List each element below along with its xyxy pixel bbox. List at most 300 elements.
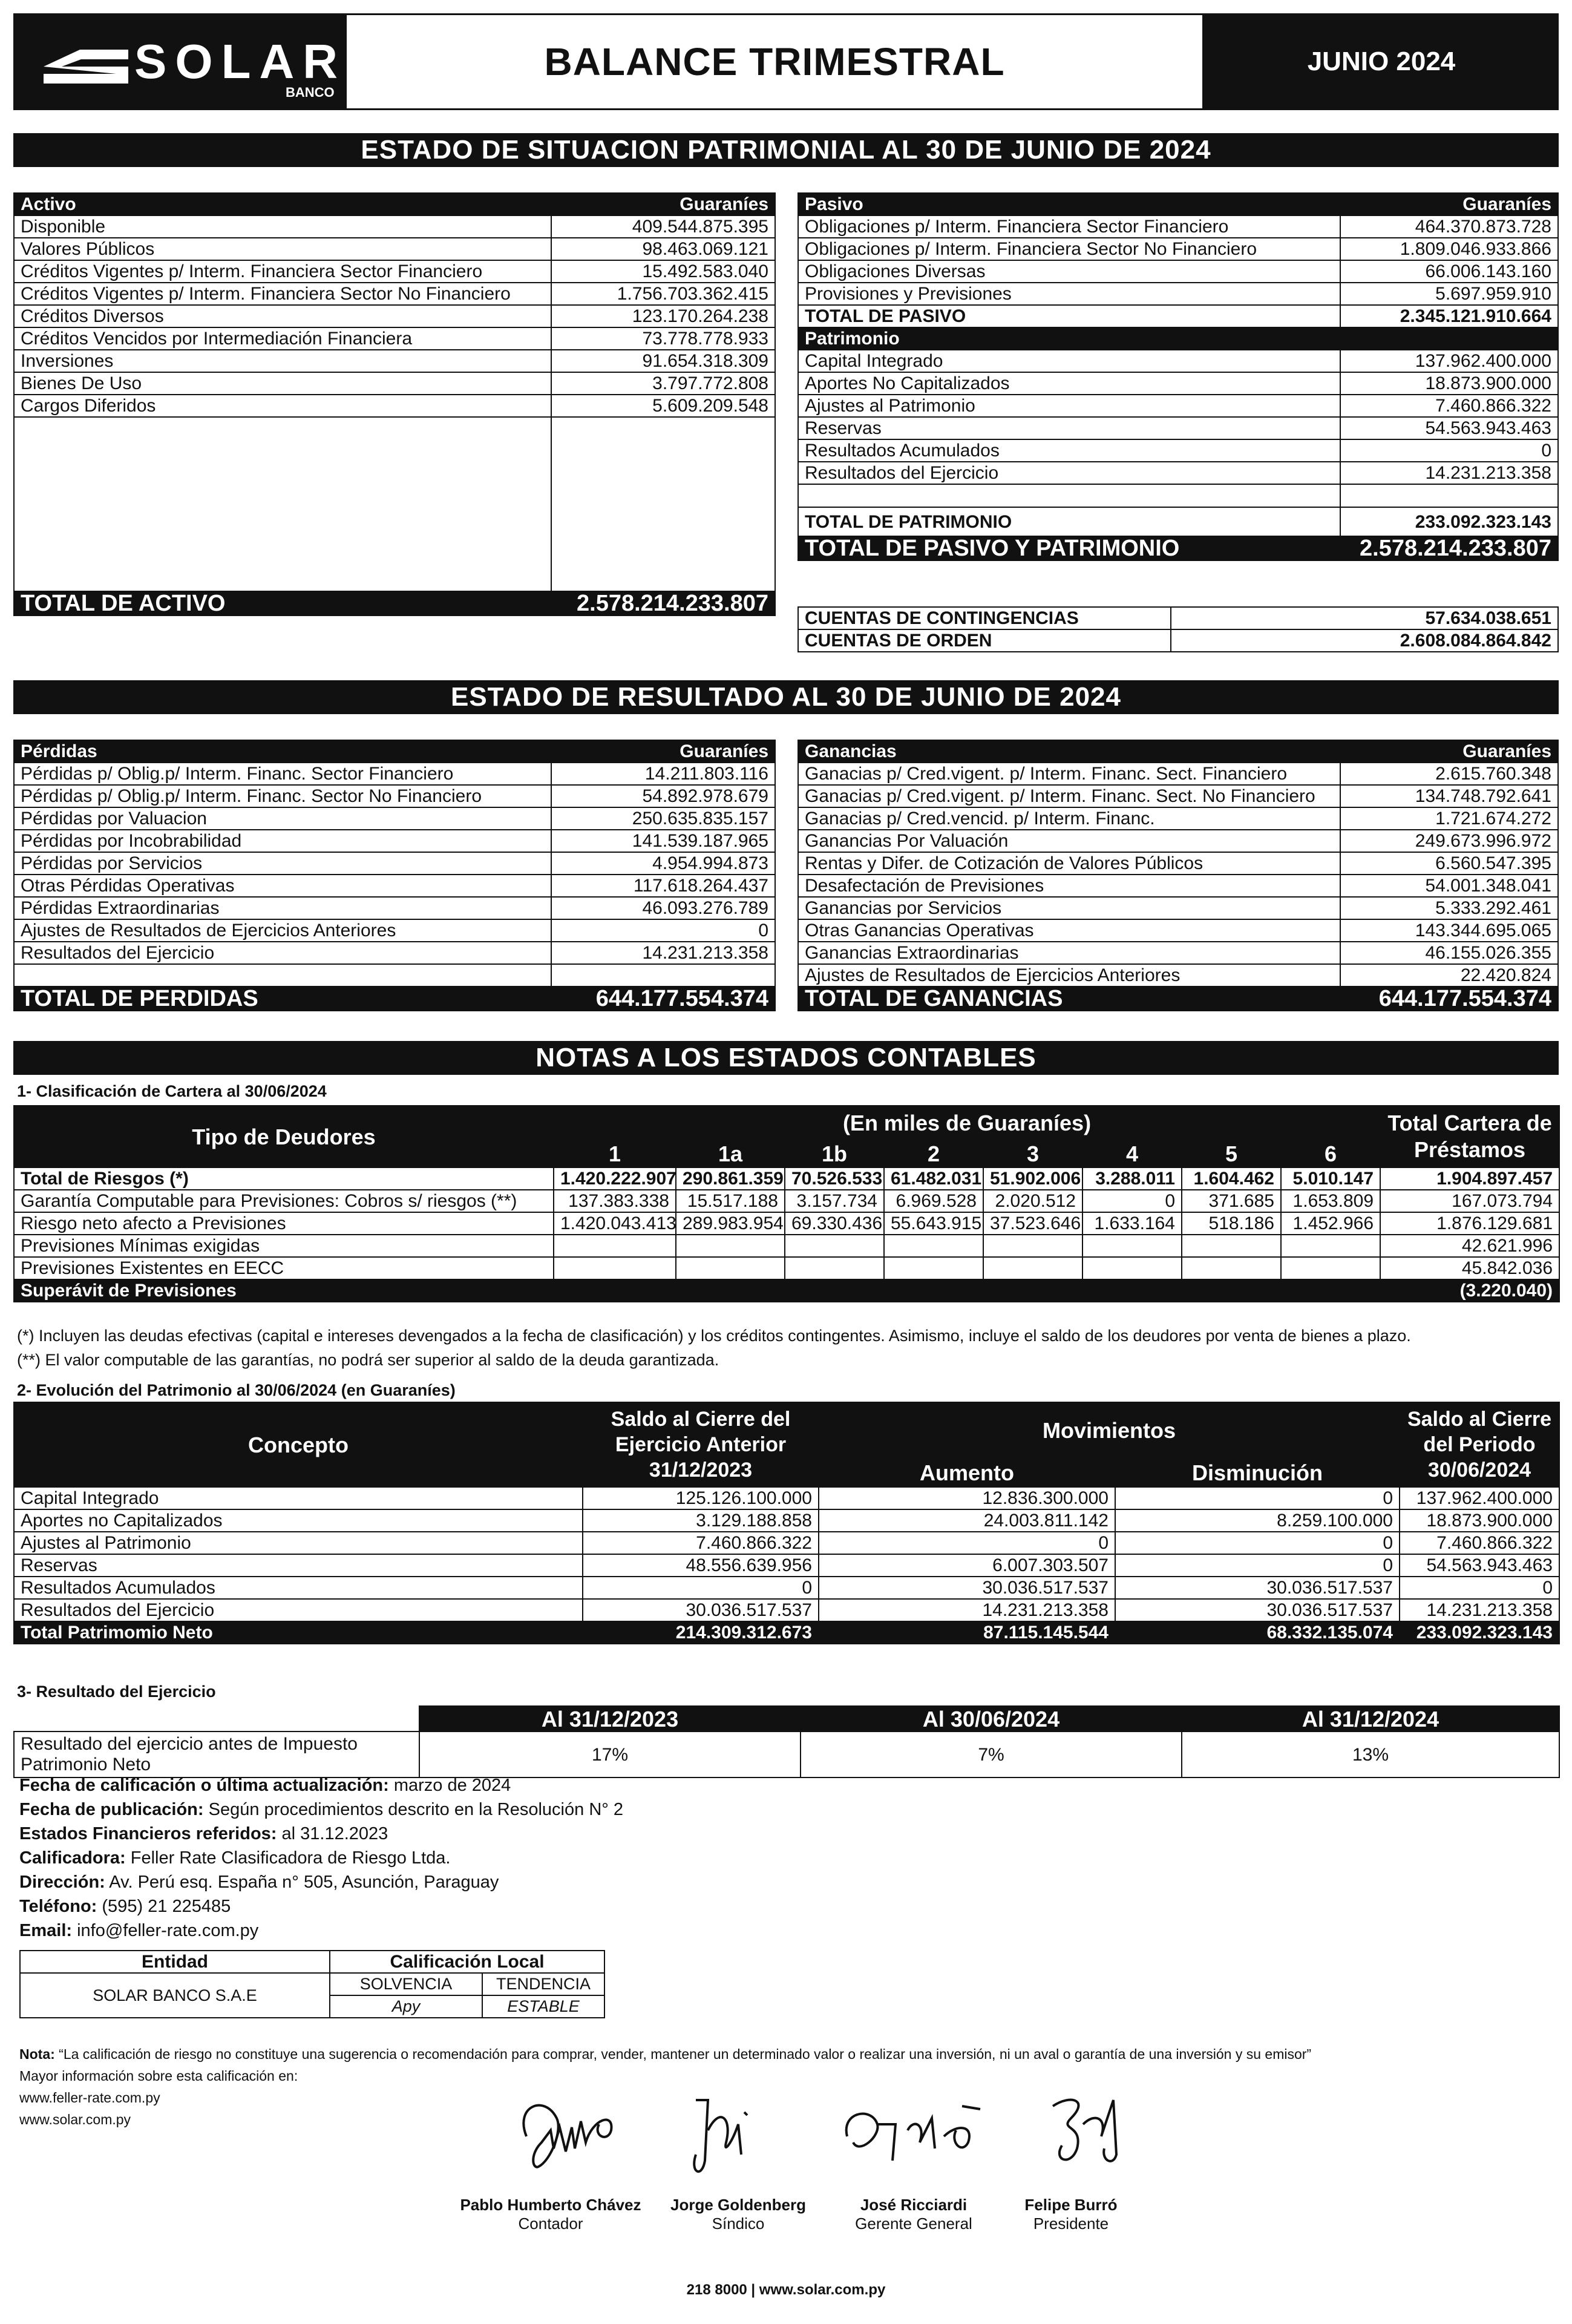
cartera-cell: 69.330.436 — [785, 1212, 884, 1235]
evo-row — [14, 1599, 1559, 1621]
activo-label: Créditos Vencidos por Intermediación Financiera — [14, 327, 551, 350]
web-link-feller[interactable]: www.feller-rate.com.py — [19, 2090, 160, 2106]
evo-cell: 137.962.400.000 — [1400, 1487, 1559, 1509]
patrimonio-value: 14.231.213.358 — [1340, 462, 1558, 484]
perdidas-label: Pérdidas p/ Oblig.p/ Interm. Financ. Sector No Financiero — [14, 785, 551, 807]
signature-chavez — [508, 2094, 623, 2185]
superavit-label: Superávit de Previsiones — [14, 1279, 1380, 1302]
pasivo-col-heading: Guaraníes — [1340, 193, 1558, 215]
ganancias-value: 5.333.292.461 — [1340, 897, 1558, 919]
web-link-solar[interactable]: www.solar.com.py — [19, 2112, 131, 2127]
total-ganancias-label: TOTAL DE GANANCIAS — [798, 986, 1340, 1011]
cuentas-table — [797, 606, 1559, 652]
patrimonio-evolucion-table — [13, 1402, 1559, 1644]
nota-text: “La calificación de riesgo no constituye una sugerencia o recomendación para comprar, vender, mantener un determinado valor o realizar una inversión, ni un aval o garantía de una inversión y su emisor” — [54, 2046, 1312, 2062]
ganancias-label: Rentas y Difer. de Cotización de Valores Públicos — [798, 852, 1340, 875]
ganancias-value: 46.155.026.355 — [1340, 942, 1558, 964]
calif-value: info@feller-rate.com.py — [72, 1921, 259, 1940]
evo-cell: 30.036.517.537 — [1115, 1599, 1400, 1621]
nota1-footnote-1: (*) Incluyen las deudas efectivas (capital e intereses devengados a la fecha de clasificación) y los créditos contingentes. Asimismo, incluye el saldo de los deudores por venta de bienes a plazo. — [17, 1327, 1411, 1345]
perdidas-value: 250.635.835.157 — [551, 807, 775, 830]
cartera-cell — [676, 1235, 785, 1257]
firma-role: Gerente General — [855, 2214, 972, 2233]
patrimonio-heading: Patrimonio — [798, 327, 1558, 350]
activo-label: Bienes De Uso — [14, 372, 551, 395]
evo-cell: 0 — [1115, 1554, 1400, 1577]
evo-row-label: Resultados del Ejercicio — [14, 1599, 583, 1621]
perdidas-value: 54.892.978.679 — [551, 785, 775, 807]
total-activo-label: TOTAL DE ACTIVO — [14, 591, 551, 615]
cartera-cell: 55.643.915 — [884, 1212, 983, 1235]
perdidas-label: Pérdidas p/ Oblig.p/ Interm. Financ. Sector Financiero — [14, 763, 551, 785]
cartera-cell: 1.452.966 — [1281, 1212, 1380, 1235]
cartera-cat: 1b — [785, 1140, 884, 1167]
pasivo-value: 1.809.046.933.866 — [1340, 238, 1558, 260]
evo-row-label: Ajustes al Patrimonio — [14, 1532, 583, 1554]
perdidas-label: Pérdidas Extraordinarias — [14, 897, 551, 919]
cuentas-value: 57.634.038.651 — [1171, 607, 1558, 629]
perdidas-value: 0 — [551, 919, 775, 942]
cartera-row — [14, 1257, 1559, 1279]
activo-value: 15.492.583.040 — [551, 260, 775, 283]
signature-burro — [1029, 2088, 1132, 2179]
ganancias-value: 2.615.760.348 — [1340, 763, 1558, 785]
evo-row — [14, 1487, 1559, 1509]
ganancias-label: Ganacias p/ Cred.vigent. p/ Interm. Financ. Sect. No Financiero — [798, 785, 1340, 807]
evo-cell: 24.003.811.142 — [819, 1509, 1115, 1532]
activo-label: Inversiones — [14, 350, 551, 372]
calif-value: Av. Perú esq. España n° 505, Asunción, Paraguay — [105, 1873, 499, 1892]
calif-entidad-heading: Entidad — [20, 1951, 330, 1973]
evo-cell: 7.460.866.322 — [1400, 1532, 1559, 1554]
evo-cell: 18.873.900.000 — [1400, 1509, 1559, 1532]
cartera-cell: 2.020.512 — [983, 1190, 1082, 1212]
n3-value: 17% — [419, 1732, 801, 1777]
evo-total-cell: 214.309.312.673 — [583, 1621, 819, 1644]
ganancias-heading: Ganancias — [798, 740, 1340, 763]
cartera-row — [14, 1235, 1559, 1257]
cartera-cat: 5 — [1182, 1140, 1281, 1167]
activo-filler — [14, 417, 551, 591]
firma-block — [980, 2196, 1162, 2233]
perdidas-value: 4.954.994.873 — [551, 852, 775, 875]
evo-cell: 14.231.213.358 — [1400, 1599, 1559, 1621]
ganancias-value: 22.420.824 — [1340, 964, 1558, 986]
header-title-box — [345, 13, 1204, 110]
patrimonio-label: Resultados del Ejercicio — [798, 462, 1340, 484]
total-perdidas-label: TOTAL DE PERDIDAS — [14, 986, 551, 1011]
ganancias-col-heading: Guaraníes — [1340, 740, 1558, 763]
calif-line — [19, 1822, 623, 1846]
evo-mov-heading: Movimientos — [819, 1402, 1400, 1458]
firma-role: Contador — [518, 2214, 583, 2233]
calif-value: marzo de 2024 — [388, 1776, 511, 1795]
evo-row-label: Reservas — [14, 1554, 583, 1577]
activo-value: 98.463.069.121 — [551, 238, 775, 260]
activo-heading: Activo — [14, 193, 551, 215]
evo-cell: 8.259.100.000 — [1115, 1509, 1400, 1532]
firma-name: Jorge Goldenberg — [670, 2196, 806, 2214]
evo-total-cell: 68.332.135.074 — [1115, 1621, 1400, 1644]
cartera-cat: 4 — [1082, 1140, 1182, 1167]
patrimonio-value: 54.563.943.463 — [1340, 417, 1558, 439]
pasivo-label: Provisiones y Previsiones — [798, 283, 1340, 305]
evo-cell: 30.036.517.537 — [819, 1577, 1115, 1599]
calif-key: Calificadora: — [19, 1848, 126, 1868]
activo-value: 73.778.778.933 — [551, 327, 775, 350]
ganancias-label: Ganancias por Servicios — [798, 897, 1340, 919]
calif-tendencia-heading: TENDENCIA — [482, 1973, 604, 1995]
cartera-cell: 61.482.031 — [884, 1167, 983, 1190]
calif-line — [19, 1894, 623, 1919]
logo-subtext: BANCO — [286, 85, 335, 100]
perdidas-heading: Pérdidas — [14, 740, 551, 763]
activo-label: Disponible — [14, 215, 551, 238]
ganancias-label: Ajustes de Resultados de Ejercicios Anteriores — [798, 964, 1340, 986]
cartera-cell — [785, 1257, 884, 1279]
calif-key: Dirección: — [19, 1873, 105, 1892]
firma-name: Pablo Humberto Chávez — [460, 2196, 641, 2214]
evo-cell: 48.556.639.956 — [583, 1554, 819, 1577]
ganancias-value: 249.673.996.972 — [1340, 830, 1558, 852]
activo-value: 123.170.264.238 — [551, 305, 775, 327]
mayor-info: Mayor información sobre esta calificación en: — [19, 2068, 298, 2084]
perdidas-label: Otras Pérdidas Operativas — [14, 875, 551, 897]
cartera-cell: 1.604.462 — [1182, 1167, 1281, 1190]
cartera-row-label: Garantía Computable para Previsiones: Cobros s/ riesgos (**) — [14, 1190, 554, 1212]
cartera-cell — [884, 1235, 983, 1257]
cartera-row — [14, 1167, 1559, 1190]
evo-row-label: Aportes no Capitalizados — [14, 1509, 583, 1532]
evo-disminucion-heading: Disminución — [1115, 1458, 1400, 1487]
footer-contact: 218 8000 | www.solar.com.py — [686, 2282, 886, 2298]
calif-key: Fecha de calificación o última actualización: — [19, 1776, 389, 1795]
cartera-row-label: Total de Riesgos (*) — [14, 1167, 554, 1190]
page-title: BALANCE TRIMESTRAL — [544, 40, 1005, 84]
cartera-cell: 45.842.036 — [1380, 1257, 1559, 1279]
perdidas-table — [13, 740, 776, 1011]
evo-row — [14, 1554, 1559, 1577]
activo-value: 91.654.318.309 — [551, 350, 775, 372]
evo-cell: 14.231.213.358 — [819, 1599, 1115, 1621]
activo-col-heading: Guaraníes — [551, 193, 775, 215]
calif-entidad-name: SOLAR BANCO S.A.E — [20, 1973, 330, 2018]
cartera-cell: 6.969.528 — [884, 1190, 983, 1212]
evo-cell: 6.007.303.507 — [819, 1554, 1115, 1577]
patrimonio-value: 137.962.400.000 — [1340, 350, 1558, 372]
cartera-cell: 1.876.129.681 — [1380, 1212, 1559, 1235]
perdidas-col-heading: Guaraníes — [551, 740, 775, 763]
n3-heading: Al 30/06/2024 — [801, 1706, 1182, 1732]
cuentas-value: 2.608.084.864.842 — [1171, 629, 1558, 652]
perdidas-value: 117.618.264.437 — [551, 875, 775, 897]
calif-key: Email: — [19, 1921, 73, 1940]
calif-value: Feller Rate Clasificadora de Riesgo Ltda. — [125, 1848, 451, 1868]
evo-cell: 0 — [819, 1532, 1115, 1554]
cartera-cell: 51.902.006 — [983, 1167, 1082, 1190]
total-pp-value: 2.578.214.233.807 — [1340, 536, 1558, 560]
calif-local-heading: Calificación Local — [330, 1951, 604, 1973]
ganancias-label: Ganacias p/ Cred.vigent. p/ Interm. Financ. Sect. Financiero — [798, 763, 1340, 785]
cartera-cell: 290.861.359 — [676, 1167, 785, 1190]
perdidas-label: Pérdidas por Incobrabilidad — [14, 830, 551, 852]
cartera-row — [14, 1190, 1559, 1212]
cartera-cell — [983, 1235, 1082, 1257]
cartera-cat: 2 — [884, 1140, 983, 1167]
cartera-cell: 1.904.897.457 — [1380, 1167, 1559, 1190]
header-logo-box — [13, 13, 345, 110]
section-title-resultado: ESTADO DE RESULTADO AL 30 DE JUNIO DE 2024 — [13, 680, 1559, 714]
nota1-title: 1- Clasificación de Cartera al 30/06/2024 — [17, 1082, 327, 1100]
total-patrimonio-label: TOTAL DE PATRIMONIO — [798, 507, 1340, 536]
cartera-cell: 371.685 — [1182, 1190, 1281, 1212]
cartera-tipo-heading: Tipo de Deudores — [14, 1106, 554, 1167]
nota3-title: 3- Resultado del Ejercicio — [17, 1682, 216, 1701]
cartera-cell — [1182, 1257, 1281, 1279]
cartera-cell: 289.983.954 — [676, 1212, 785, 1235]
pasivo-label: Obligaciones Diversas — [798, 260, 1340, 283]
cartera-cell — [1182, 1235, 1281, 1257]
cartera-cell: 42.621.996 — [1380, 1235, 1559, 1257]
calif-key: Fecha de publicación: — [19, 1800, 204, 1819]
cartera-miles-heading: (En miles de Guaraníes) — [554, 1106, 1380, 1140]
nota-label: Nota: — [19, 2046, 55, 2062]
pasivo-heading: Pasivo — [798, 193, 1340, 215]
evo-concepto-heading: Concepto — [14, 1402, 583, 1487]
cartera-cell — [983, 1257, 1082, 1279]
cuentas-label: CUENTAS DE ORDEN — [798, 629, 1171, 652]
cartera-cell: 3.288.011 — [1082, 1167, 1182, 1190]
cartera-cat: 6 — [1281, 1140, 1380, 1167]
activo-label: Créditos Vigentes p/ Interm. Financiera Sector Financiero — [14, 260, 551, 283]
evo-cell: 3.129.188.858 — [583, 1509, 819, 1532]
calif-solvencia-value: Apy — [330, 1995, 482, 2018]
calificacion-info — [19, 1773, 623, 1943]
evo-total-cell: 233.092.323.143 — [1400, 1621, 1559, 1644]
solar-logo — [38, 42, 134, 91]
patrimonio-filler — [1340, 484, 1558, 507]
cartera-cell — [554, 1235, 676, 1257]
cartera-table — [13, 1105, 1559, 1302]
ganancias-table — [797, 740, 1559, 1011]
ganancias-value: 134.748.792.641 — [1340, 785, 1558, 807]
cartera-total-heading: Total Cartera de Préstamos — [1380, 1106, 1559, 1167]
cartera-cell: 518.186 — [1182, 1212, 1281, 1235]
evo-row — [14, 1532, 1559, 1554]
superavit-value: (3.220.040) — [1380, 1279, 1559, 1302]
cartera-row-label: Previsiones Existentes en EECC — [14, 1257, 554, 1279]
activo-value: 5.609.209.548 — [551, 395, 775, 417]
total-pasivo-value: 2.345.121.910.664 — [1340, 305, 1558, 327]
evo-cell: 0 — [1400, 1577, 1559, 1599]
calif-key: Teléfono: — [19, 1897, 97, 1916]
n3-value: 13% — [1182, 1732, 1559, 1777]
activo-label: Valores Públicos — [14, 238, 551, 260]
cartera-cell — [1082, 1235, 1182, 1257]
calif-line — [19, 1846, 623, 1870]
n3-heading: Al 31/12/2023 — [419, 1706, 801, 1732]
perdidas-value: 46.093.276.789 — [551, 897, 775, 919]
evo-cell: 54.563.943.463 — [1400, 1554, 1559, 1577]
calif-key: Estados Financieros referidos: — [19, 1824, 277, 1843]
patrimonio-label: Ajustes al Patrimonio — [798, 395, 1340, 417]
ganancias-label: Ganancias Por Valuación — [798, 830, 1340, 852]
evo-cell: 30.036.517.537 — [1115, 1577, 1400, 1599]
signature-ricciardi — [835, 2100, 992, 2173]
perdidas-value: 141.539.187.965 — [551, 830, 775, 852]
perdidas-value: 14.211.803.116 — [551, 763, 775, 785]
firma-role: Síndico — [712, 2214, 765, 2233]
perdidas-value: 14.231.213.358 — [551, 942, 775, 964]
evo-cell: 12.836.300.000 — [819, 1487, 1115, 1509]
cartera-cell — [676, 1257, 785, 1279]
calif-solvencia-heading: SOLVENCIA — [330, 1973, 482, 1995]
patrimonio-label: Capital Integrado — [798, 350, 1340, 372]
pasivo-table — [797, 192, 1559, 561]
perdidas-filler — [551, 964, 775, 986]
cartera-cell: 3.157.734 — [785, 1190, 884, 1212]
pasivo-value: 66.006.143.160 — [1340, 260, 1558, 283]
resultado-ejercicio-table — [13, 1705, 1559, 1778]
ganancias-value: 143.344.695.065 — [1340, 919, 1558, 942]
evo-total-cell: 87.115.145.544 — [819, 1621, 1115, 1644]
n3-empty-head — [14, 1706, 419, 1732]
patrimonio-value: 7.460.866.322 — [1340, 395, 1558, 417]
evo-cell: 30.036.517.537 — [583, 1599, 819, 1621]
ganancias-label: Ganacias p/ Cred.vencid. p/ Interm. Financ. — [798, 807, 1340, 830]
n3-heading: Al 31/12/2024 — [1182, 1706, 1559, 1732]
firma-block — [460, 2196, 641, 2233]
evo-row-label: Capital Integrado — [14, 1487, 583, 1509]
calificacion-table — [19, 1950, 604, 2018]
total-pp-label: TOTAL DE PASIVO Y PATRIMONIO — [798, 536, 1340, 560]
report-date: JUNIO 2024 — [1307, 47, 1456, 76]
cartera-cell — [1281, 1257, 1380, 1279]
cartera-cell — [884, 1257, 983, 1279]
perdidas-label: Pérdidas por Valuacion — [14, 807, 551, 830]
calif-value: Según procedimientos descrito en la Resolución N° 2 — [203, 1800, 624, 1819]
pasivo-value: 5.697.959.910 — [1340, 283, 1558, 305]
total-patrimonio-value: 233.092.323.143 — [1340, 507, 1558, 536]
cartera-cell — [1082, 1257, 1182, 1279]
pasivo-label: Obligaciones p/ Interm. Financiera Sector No Financiero — [798, 238, 1340, 260]
cartera-row — [14, 1212, 1559, 1235]
cartera-cell: 137.383.338 — [554, 1190, 676, 1212]
activo-value: 409.544.875.395 — [551, 215, 775, 238]
activo-label: Cargos Diferidos — [14, 395, 551, 417]
evo-total-label: Total Patrimomio Neto — [14, 1621, 583, 1644]
patrimonio-filler — [798, 484, 1340, 507]
cartera-cell: 0 — [1082, 1190, 1182, 1212]
perdidas-label: Pérdidas por Servicios — [14, 852, 551, 875]
ganancias-value: 1.721.674.272 — [1340, 807, 1558, 830]
calif-line — [19, 1870, 623, 1894]
patrimonio-value: 0 — [1340, 439, 1558, 462]
calif-line — [19, 1797, 623, 1822]
n3-value: 7% — [801, 1732, 1182, 1777]
evo-row-label: Resultados Acumulados — [14, 1577, 583, 1599]
cartera-cell: 5.010.147 — [1281, 1167, 1380, 1190]
cartera-cat: 1a — [676, 1140, 785, 1167]
header-date-box — [1204, 13, 1559, 110]
cartera-cell: 37.523.646 — [983, 1212, 1082, 1235]
cartera-cell: 167.073.794 — [1380, 1190, 1559, 1212]
perdidas-label: Ajustes de Resultados de Ejercicios Anteriores — [14, 919, 551, 942]
total-ganancias-value: 644.177.554.374 — [1340, 986, 1558, 1011]
total-activo-value: 2.578.214.233.807 — [551, 591, 775, 615]
evo-cell: 7.460.866.322 — [583, 1532, 819, 1554]
section-title-notas: NOTAS A LOS ESTADOS CONTABLES — [13, 1041, 1559, 1075]
activo-table — [13, 192, 776, 616]
activo-label: Créditos Diversos — [14, 305, 551, 327]
total-pasivo-label: TOTAL DE PASIVO — [798, 305, 1340, 327]
calif-line — [19, 1919, 623, 1943]
cartera-cell — [1281, 1235, 1380, 1257]
cuentas-label: CUENTAS DE CONTINGENCIAS — [798, 607, 1171, 629]
calif-value: al 31.12.2023 — [277, 1824, 388, 1843]
cartera-cell — [554, 1257, 676, 1279]
activo-label: Créditos Vigentes p/ Interm. Financiera Sector No Financiero — [14, 283, 551, 305]
signature-goldenberg — [672, 2088, 762, 2185]
evo-row — [14, 1577, 1559, 1599]
cartera-cell — [785, 1235, 884, 1257]
activo-filler — [551, 417, 775, 591]
n3-label: Resultado del ejercicio antes de Impuesto Patrimonio Neto — [14, 1732, 419, 1777]
firma-name: José Ricciardi — [860, 2196, 968, 2214]
cartera-cell: 1.420.222.907 — [554, 1167, 676, 1190]
evo-saldo-ant-heading: Saldo al Cierre del Ejercicio Anterior 31/12/2023 — [583, 1402, 819, 1487]
section-title-situacion: ESTADO DE SITUACION PATRIMONIAL AL 30 DE JUNIO DE 2024 — [13, 133, 1559, 167]
patrimonio-label: Reservas — [798, 417, 1340, 439]
perdidas-filler — [14, 964, 551, 986]
patrimonio-label: Aportes No Capitalizados — [798, 372, 1340, 395]
pasivo-value: 464.370.873.728 — [1340, 215, 1558, 238]
perdidas-label: Resultados del Ejercicio — [14, 942, 551, 964]
firma-name: Felipe Burró — [1024, 2196, 1118, 2214]
cartera-cell: 1.420.043.413 — [554, 1212, 676, 1235]
nota-line — [19, 2043, 1311, 2065]
evo-aumento-heading: Aumento — [819, 1458, 1115, 1487]
total-perdidas-value: 644.177.554.374 — [551, 986, 775, 1011]
cartera-row-label: Riesgo neto afecto a Previsiones — [14, 1212, 554, 1235]
ganancias-value: 54.001.348.041 — [1340, 875, 1558, 897]
firma-block — [823, 2196, 1004, 2233]
logo-text: SOLAR — [134, 34, 346, 88]
calif-value: (595) 21 225485 — [97, 1897, 231, 1916]
cartera-row-label: Previsiones Mínimas exigidas — [14, 1235, 554, 1257]
patrimonio-value: 18.873.900.000 — [1340, 372, 1558, 395]
nota2-title: 2- Evolución del Patrimonio al 30/06/2024 (en Guaraníes) — [17, 1381, 456, 1399]
nota1-footnote-2: (**) El valor computable de las garantías, no podrá ser superior al saldo de la deuda garantizada. — [17, 1351, 719, 1369]
patrimonio-label: Resultados Acumulados — [798, 439, 1340, 462]
cartera-cat: 1 — [554, 1140, 676, 1167]
evo-row — [14, 1509, 1559, 1532]
evo-saldo-heading: Saldo al Cierre del Periodo 30/06/2024 — [1400, 1402, 1559, 1487]
calif-line — [19, 1773, 623, 1797]
ganancias-value: 6.560.547.395 — [1340, 852, 1558, 875]
firma-role: Presidente — [1033, 2214, 1109, 2233]
cartera-cell: 1.653.809 — [1281, 1190, 1380, 1212]
evo-cell: 0 — [1115, 1532, 1400, 1554]
firma-block — [647, 2196, 829, 2233]
cartera-cell: 15.517.188 — [676, 1190, 785, 1212]
cartera-cat: 3 — [983, 1140, 1082, 1167]
cartera-cell: 1.633.164 — [1082, 1212, 1182, 1235]
calif-tendencia-value: ESTABLE — [482, 1995, 604, 2018]
ganancias-label: Otras Ganancias Operativas — [798, 919, 1340, 942]
evo-cell: 0 — [583, 1577, 819, 1599]
activo-value: 1.756.703.362.415 — [551, 283, 775, 305]
